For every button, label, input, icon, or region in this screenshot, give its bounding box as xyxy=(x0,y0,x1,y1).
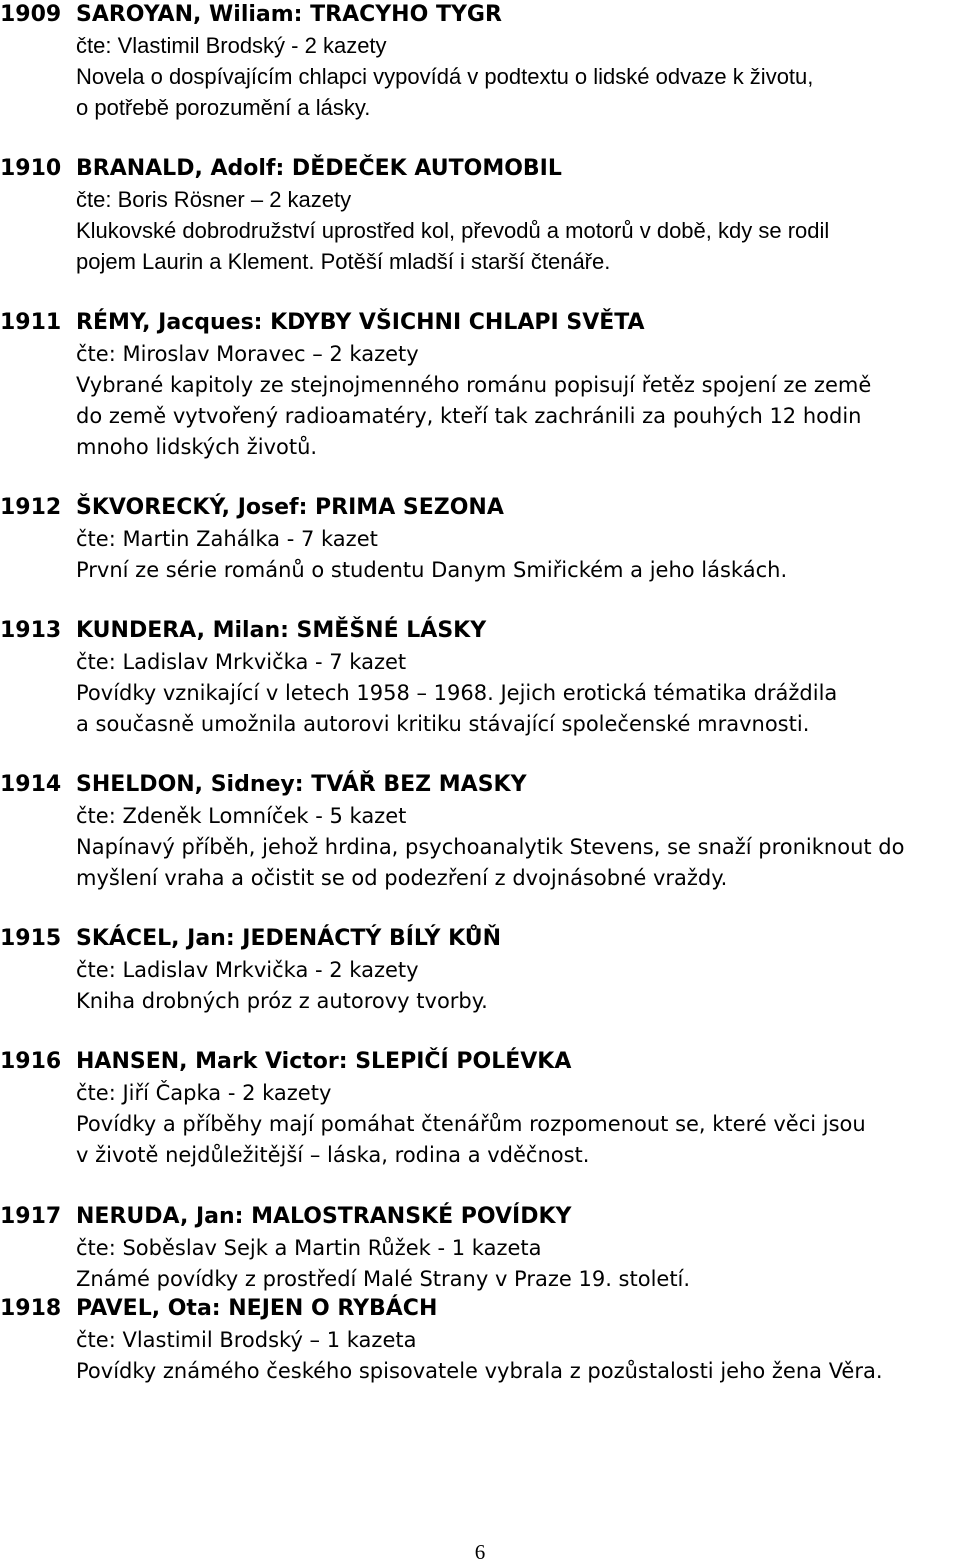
entry-title: KUNDERA, Milan: SMĚŠNÉ LÁSKY xyxy=(76,618,487,643)
entry-number: 1915 xyxy=(0,926,62,951)
entry-reader: čte: Ladislav Mrkvička - 2 kazety xyxy=(76,958,419,982)
entry-number: 1914 xyxy=(0,772,62,797)
entry-title: SKÁCEL, Jan: JEDENÁCTÝ BÍLÝ KŮŇ xyxy=(76,926,502,951)
entry-number: 1913 xyxy=(0,618,62,643)
entry-description-line: Povídky vznikající v letech 1958 – 1968. Jejich erotická tématika dráždila xyxy=(76,681,838,705)
entry-reader: čte: Zdeněk Lomníček - 5 kazet xyxy=(76,804,407,828)
entry-number: 1910 xyxy=(0,156,62,181)
entry-title: BRANALD, Adolf: DĚDEČEK AUTOMOBIL xyxy=(76,156,562,181)
entry-description-line: První ze série románů o studentu Danym Smiřickém a jeho láskách. xyxy=(76,558,788,582)
entry-description-line: myšlení vraha a očistit se od podezření z dvojnásobné vraždy. xyxy=(76,866,728,890)
entry-heading xyxy=(0,493,504,523)
entry-heading xyxy=(0,1047,571,1077)
entry-heading xyxy=(0,154,562,184)
entry-number: 1917 xyxy=(0,1204,62,1229)
entry-reader: čte: Vlastimil Brodský – 1 kazeta xyxy=(76,1328,417,1352)
entry-description-line: v životě nejdůležitější – láska, rodina a vděčnost. xyxy=(76,1143,590,1167)
entry-heading xyxy=(0,616,486,646)
entry-title: NERUDA, Jan: MALOSTRANSKÉ POVÍDKY xyxy=(76,1204,572,1229)
entry-title: SHELDON, Sidney: TVÁŘ BEZ MASKY xyxy=(76,772,527,797)
entry-heading xyxy=(0,1294,437,1324)
entry-description-line: o potřebě porozumění a lásky. xyxy=(76,95,371,120)
entry-number: 1912 xyxy=(0,495,62,520)
entry-description-line: Vybrané kapitoly ze stejnojmenného románu popisují řetěz spojení ze země xyxy=(76,373,872,397)
entry-description-line: Povídky a příběhy mají pomáhat čtenářům rozpomenout se, které věci jsou xyxy=(76,1112,866,1136)
entry-reader: čte: Ladislav Mrkvička - 7 kazet xyxy=(76,650,407,674)
entry-description-line: Kniha drobných próz z autorovy tvorby. xyxy=(76,989,488,1013)
entry-title: PAVEL, Ota: NEJEN O RYBÁCH xyxy=(76,1296,438,1321)
entry-description-line: a současně umožnila autorovi kritiku stávající společenské mravnosti. xyxy=(76,712,810,736)
entry-heading xyxy=(0,1202,571,1232)
entry-reader: čte: Boris Rösner – 2 kazety xyxy=(76,187,352,212)
entry-number: 1909 xyxy=(0,2,62,27)
entry-number: 1911 xyxy=(0,310,62,335)
entry-heading xyxy=(0,308,645,338)
entry-title: ŠKVORECKÝ, Josef: PRIMA SEZONA xyxy=(76,495,504,520)
page-number: 6 xyxy=(474,1540,486,1564)
entry-description-line: do země vytvořený radioamatéry, kteří tak zachránili za pouhých 12 hodin xyxy=(76,404,862,428)
entry-description-line: pojem Laurin a Klement. Potěší mladší i starší čtenáře. xyxy=(76,249,611,274)
entry-reader: čte: Miroslav Moravec – 2 kazety xyxy=(76,342,419,366)
entry-heading xyxy=(0,770,527,800)
entry-number: 1918 xyxy=(0,1296,62,1321)
entry-description-line: Povídky známého českého spisovatele vybrala z pozůstalosti jeho žena Věra. xyxy=(76,1359,883,1383)
entry-description-line: Novela o dospívajícím chlapci vypovídá v podtextu o lidské odvaze k životu, xyxy=(76,64,814,89)
entry-reader: čte: Vlastimil Brodský - 2 kazety xyxy=(76,33,387,58)
entry-description-line: mnoho lidských životů. xyxy=(76,435,318,459)
entry-description-line: Známé povídky z prostředí Malé Strany v Praze 19. století. xyxy=(76,1267,691,1291)
entry-description-line: Klukovské dobrodružství uprostřed kol, převodů a motorů v době, kdy se rodil xyxy=(76,218,830,243)
entry-heading xyxy=(0,0,502,30)
entry-reader: čte: Martin Zahálka - 7 kazet xyxy=(76,527,378,551)
entry-description-line: Napínavý příběh, jehož hrdina, psychoanalytik Stevens, se snaží proniknout do xyxy=(76,835,905,859)
entry-heading xyxy=(0,924,501,954)
entry-reader: čte: Soběslav Sejk a Martin Růžek - 1 kazeta xyxy=(76,1236,542,1260)
entry-number: 1916 xyxy=(0,1049,62,1074)
entry-title: RÉMY, Jacques: KDYBY VŠICHNI CHLAPI SVĚTA xyxy=(76,310,645,335)
entry-title: SAROYAN, Wiliam: TRACYHO TYGR xyxy=(76,2,502,27)
entry-reader: čte: Jiří Čapka - 2 kazety xyxy=(76,1081,332,1105)
entry-title: HANSEN, Mark Victor: SLEPIČÍ POLÉVKA xyxy=(76,1049,572,1074)
